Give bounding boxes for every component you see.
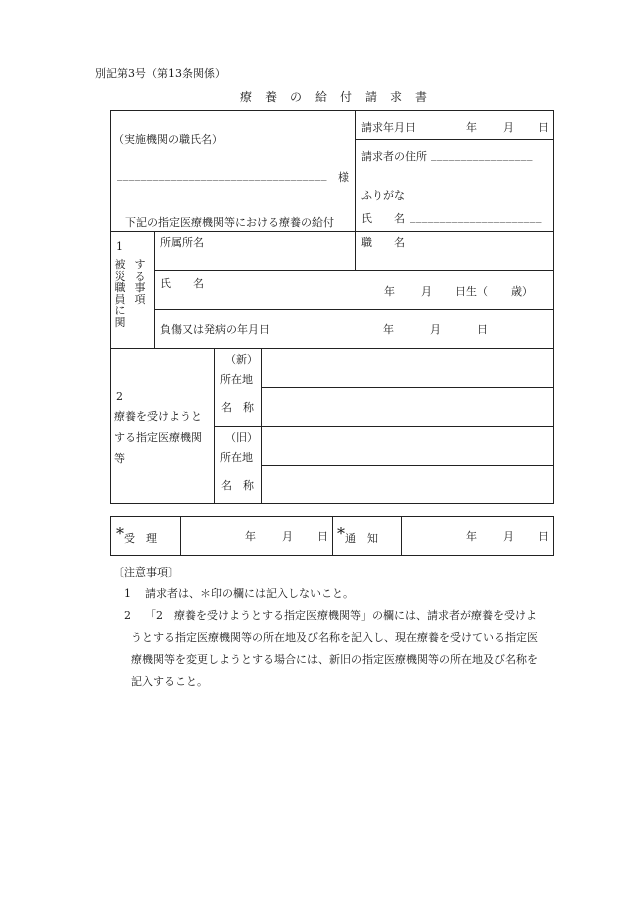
employee-name-label: 氏 名 xyxy=(160,277,204,290)
requester-name-label: 氏 名 xyxy=(361,212,405,225)
note1-number: 1 xyxy=(124,587,131,600)
receipt-year: 年 xyxy=(245,530,256,543)
birth-year: 年 xyxy=(384,285,395,298)
request-day: 日 xyxy=(538,121,549,134)
asterisk-mark: * xyxy=(116,524,124,543)
section2-label-line1: 療養を受けようと xyxy=(114,410,202,423)
section2-number: 2 xyxy=(116,390,123,403)
address-line: _________________ xyxy=(431,148,533,161)
section1-number: 1 xyxy=(116,240,123,253)
section2-label-line3: 等 xyxy=(114,452,125,465)
new-label: （新） xyxy=(225,353,258,366)
note2-number: 2 xyxy=(124,609,131,622)
birth-day-suffix: 日生（ xyxy=(455,285,488,298)
address-label: 請求者の住所 xyxy=(361,150,427,163)
receipt-month: 月 xyxy=(282,530,293,543)
old-name-label: 名 称 xyxy=(221,479,254,492)
new-location-label: 所在地 xyxy=(220,373,253,386)
sama-label: 様 xyxy=(338,171,349,184)
section1-side-label-col2: する事項 xyxy=(134,258,146,306)
requester-name-line: ______________________ xyxy=(410,210,542,223)
addressee-line: ___________________________________ xyxy=(117,168,327,181)
old-location-label: 所在地 xyxy=(220,451,253,464)
note1-text: 請求者は、＊印の欄には記入しないこと。 xyxy=(145,587,354,600)
notify-text: 通 知 xyxy=(345,532,378,545)
notify-label xyxy=(337,524,378,545)
agency-label: （実施機関の職氏名） xyxy=(113,133,223,146)
notes-heading: 〔注意事項〕 xyxy=(113,566,179,579)
injury-month: 月 xyxy=(430,323,441,336)
request-date-label: 請求年月日 xyxy=(361,121,416,134)
asterisk-mark: * xyxy=(337,524,345,543)
note2-line1: 「2 療養を受けようとする指定医療機関等」の欄には、請求者が療養を受けよ xyxy=(145,609,537,622)
birth-month: 月 xyxy=(421,285,432,298)
section1-side-label-col1: 被災職員に関 xyxy=(114,258,126,329)
injury-year: 年 xyxy=(383,323,394,336)
page-title: 療養の給付請求書 xyxy=(240,90,441,104)
job-title-label: 職 名 xyxy=(361,236,405,249)
furigana-label: ふりがな xyxy=(361,189,405,202)
notify-year: 年 xyxy=(466,530,477,543)
form-reference: 別記第3号（第13条関係） xyxy=(95,67,226,80)
receipt-label xyxy=(116,524,157,545)
section2-label-line2: する指定医療機関 xyxy=(114,431,202,444)
receipt-text: 受 理 xyxy=(124,532,157,545)
age-suffix: 歳） xyxy=(511,285,533,298)
request-sentence: 下記の指定医療機関等における療養の給付 xyxy=(125,216,334,229)
old-label: （旧） xyxy=(225,431,258,444)
note2-line3: 療機関等を変更しようとする場合には、新旧の指定医療機関等の所在地及び名称を xyxy=(131,653,538,666)
injury-day: 日 xyxy=(477,323,488,336)
new-name-label: 名 称 xyxy=(221,401,254,414)
dept-label: 所属所名 xyxy=(160,236,204,249)
note2-line4: 記入すること。 xyxy=(131,675,208,688)
receipt-day: 日 xyxy=(317,530,328,543)
request-month: 月 xyxy=(503,121,514,134)
notify-month: 月 xyxy=(503,530,514,543)
note2-line2: うとする指定医療機関等の所在地及び名称を記入し、現在療養を受けている指定医 xyxy=(131,631,538,644)
injury-date-label: 負傷又は発病の年月日 xyxy=(160,323,270,336)
notify-day: 日 xyxy=(538,530,549,543)
request-year: 年 xyxy=(466,121,477,134)
